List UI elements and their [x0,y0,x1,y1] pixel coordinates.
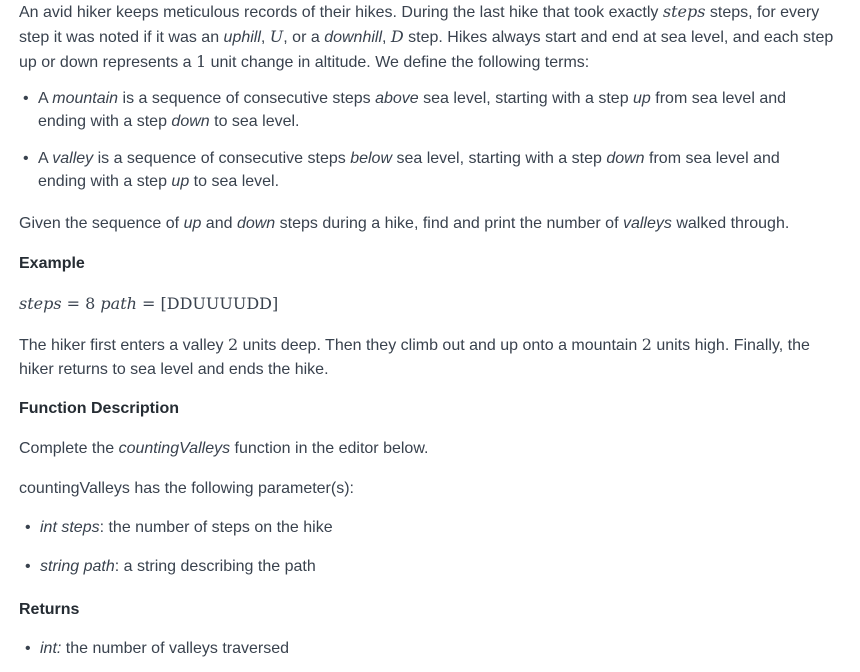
list-item: • int: the number of valleys traversed [40,637,820,660]
example-explanation: The hiker first enters a valley 2 units deep. Then they climb out and up onto a mountain 2 units high. Finally, the hiker returns to sea level and ends the hike. [19,335,810,378]
bullet-icon: • [23,150,29,167]
function-description-text: Complete the countingValleys function in the editor below. [19,440,429,457]
bullet-icon: • [25,519,31,536]
example-heading: Example [19,255,85,272]
intro-paragraph: An avid hiker keeps meticulous records of their hikes. During the last hike that took exactly steps steps, for every step it was noted if it was an uphill, U, or a downhill, D step. Hikes always start and end at sea level, and each step up or down represents a 1 unit change in altitude. We define the following terms: [19,2,834,71]
list-item: • A valley is a sequence of consecutive steps below sea level, starting with a step down from sea level and ending with a step up to sea level. [38,147,828,193]
params-intro: countingValleys has the following parameter(s): [19,480,354,497]
terms-list [23,87,828,193]
bullet-icon: • [23,90,29,107]
returns-heading: Returns [19,601,80,618]
list-item: • string path: a string describing the path [40,555,820,578]
bullet-icon: • [25,558,31,575]
list-item: • int steps: the number of steps on the hike [40,516,820,539]
params-list [25,516,820,578]
example-formula: steps = 8 path = [DDUUUUDD] [19,294,279,313]
bullet-icon: • [25,640,31,657]
function-description-heading: Function Description [19,400,179,417]
list-item: • A mountain is a sequence of consecutive steps above sea level, starting with a step up from sea level and ending with a step down to sea level. [38,87,828,133]
returns-list [25,637,820,660]
task-paragraph: Given the sequence of up and down steps during a hike, find and print the number of valleys walked through. [19,215,790,232]
